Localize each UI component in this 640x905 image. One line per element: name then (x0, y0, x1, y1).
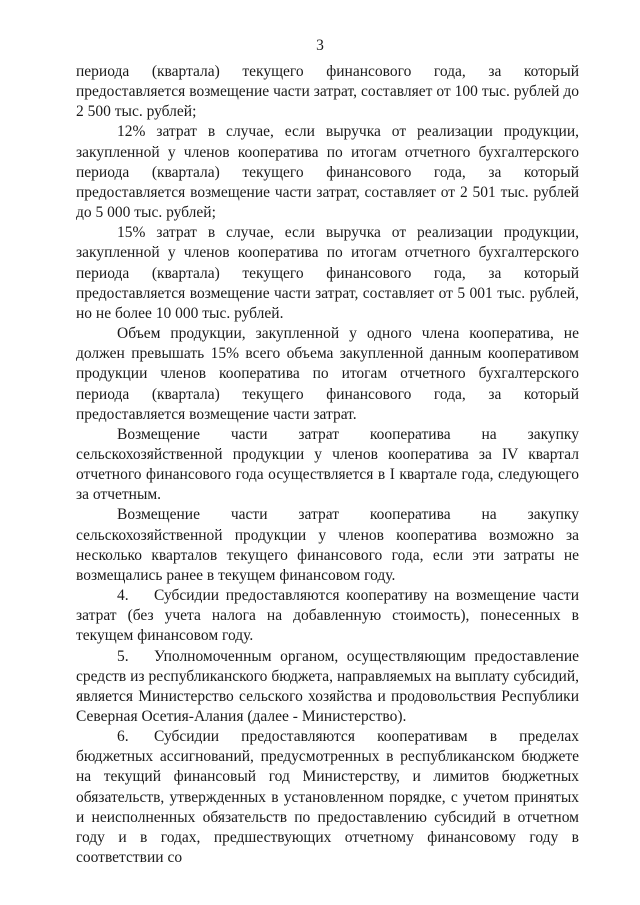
page-number: 3 (316, 37, 324, 54)
paragraph-text: 12% затрат в случае, если выручка от реализации продукции, закупленной у членов кооператива по итогам отчетного бухгалтерского периода (квартала) текущего финансового года, за который предоставляется возмещение части затрат, составляет от 2 501 тыс. рублей до 5 000 тыс. рублей; (76, 123, 579, 222)
clause-number: 5. (117, 647, 129, 665)
paragraph-q4-reimbursement (76, 425, 579, 506)
paragraph-text: 15% затрат в случае, если выручка от реализации продукции, закупленной у членов кооператива по итогам отчетного бухгалтерского периода (квартала) текущего финансового года, за который предоставляется возмещение части затрат, составляет от 5 001 тыс. рублей, но не более 10 000 тыс. рублей. (76, 224, 579, 322)
clause-4 (76, 586, 579, 646)
clause-5 (76, 647, 579, 728)
clause-number: 6. (117, 728, 129, 746)
clause-text: Субсидии предоставляются кооперативу на возмещение части затрат (без учета налога на добавленную стоимость), понесенных в текущем финансовом году. (76, 587, 579, 645)
paragraph-text: Объем продукции, закупленной у одного члена кооператива, не должен превышать 15% всего объема закупленной данным кооперативом продукции членов кооператива по итогам отчетного бухгалтерского периода (квартала) текущего финансового года, за который предоставляется возмещение части затрат. (76, 325, 579, 423)
paragraph-text: периода (квартала) текущего финансового года, за который предоставляется возмещение части затрат, составляет от 100 тыс. рублей до 2 500 тыс. рублей; (76, 63, 579, 121)
clause-text: Субсидии предоставляются кооперативам в пределах бюджетных ассигнований, предусмотренных в республиканском бюджете на текущий финансовый год Министерству, и лимитов бюджетных обязательств, утвержденных в установленном порядке, с учетом принятых и неисполненных обязательств по предоставлению субсидий в отчетном году и в годах, предшествующих отчетному финансовому году в соответствии со (76, 728, 579, 867)
clause-6 (76, 727, 579, 868)
paragraph-multiple-quarters (76, 505, 579, 586)
paragraph-rate-12 (76, 122, 579, 223)
paragraph-rate-15 (76, 223, 579, 324)
paragraph-continuation (76, 62, 579, 122)
clause-number: 4. (117, 587, 129, 605)
paragraph-text: Возмещение части затрат кооператива на закупку сельскохозяйственной продукции у членов кооператива за IV квартал отчетного финансового года осуществляется в I квартале года, следующего за отчетным. (76, 425, 579, 504)
paragraph-volume-limit (76, 324, 579, 425)
paragraph-text: Возмещение части затрат кооператива на закупку сельскохозяйственной продукции у членов кооператива возможно за несколько кварталов текущего финансового года, если эти затраты не возмещались ранее в текущем финансовом году. (76, 506, 579, 584)
document-body (76, 62, 579, 868)
clause-text: Уполномоченным органом, осуществляющим предоставление средств из республиканского бюджета, направляемых на выплату субсидий, является Министерство сельского хозяйства и продовольствия Республики Северная Осетия-Алания (далее - Министерство). (76, 647, 579, 725)
